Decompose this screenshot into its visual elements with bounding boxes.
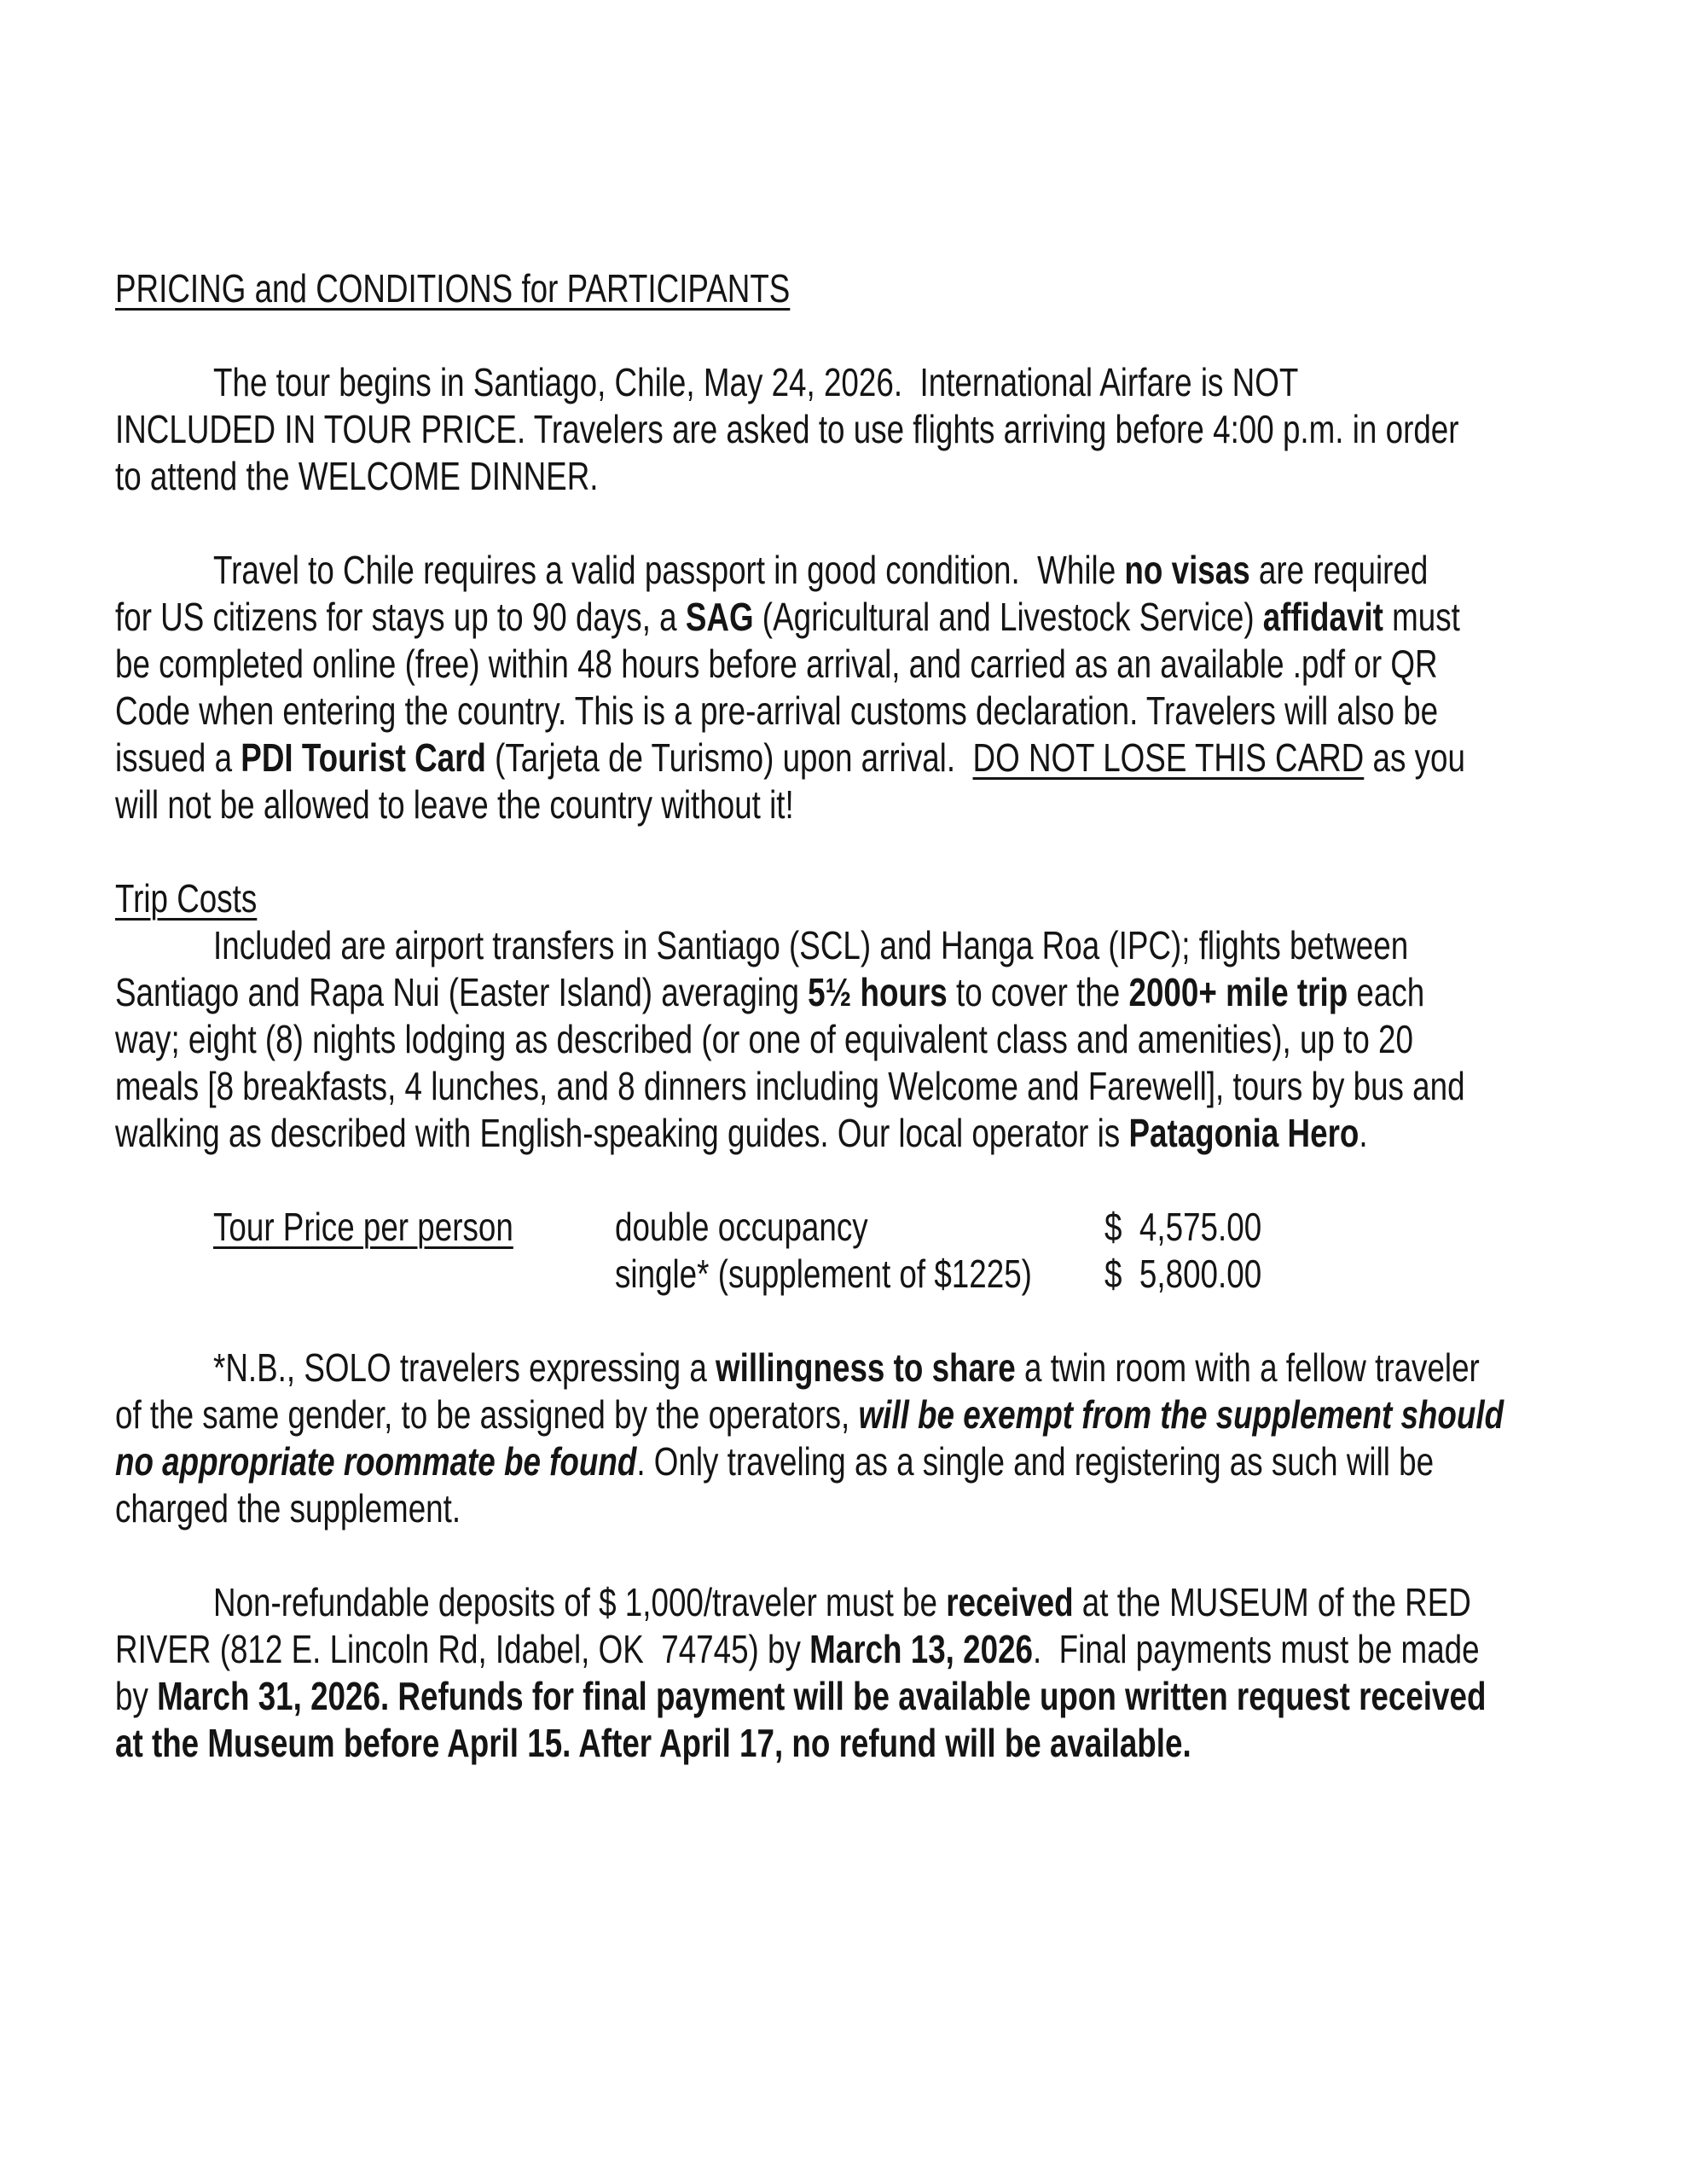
text-run: walking as described with English-speaking guides. Our local operator is <box>115 1111 1129 1155</box>
text-run: Included are airport transfers in Santiago (SCL) and Hanga Roa (IPC); flights between <box>213 923 1409 967</box>
underlined-text: Tour Price per person <box>213 1205 513 1249</box>
price-cell-desc <box>615 1251 1104 1298</box>
text-run: way; eight (8) nights lodging as described (or one of equivalent class and amenities), up to 20 <box>115 1017 1413 1061</box>
text-line <box>213 1579 1471 1626</box>
text-run: meals [8 breakfasts, 4 lunches, and 8 dinners including Welcome and Farewell], tours by bus and <box>115 1064 1465 1108</box>
price-cell-amount <box>1104 1204 1301 1251</box>
paragraph <box>115 547 1610 828</box>
text-run: each <box>1348 970 1425 1014</box>
cell-text <box>1104 1251 1261 1298</box>
paragraph <box>115 359 1610 500</box>
price-cell-label <box>213 1204 615 1251</box>
underlined-text: DO NOT LOSE THIS CARD <box>972 735 1365 780</box>
underlined-text: PRICING and CONDITIONS for PARTICIPANTS <box>115 266 791 311</box>
price-table <box>115 1204 1610 1298</box>
text-run: issued a <box>115 735 241 780</box>
text-run: must <box>1383 595 1460 639</box>
text-run: no visas <box>1124 548 1250 592</box>
text-line <box>115 594 1460 641</box>
text-run: SAG <box>685 595 754 639</box>
text-run: Patagonia Hero <box>1128 1111 1359 1155</box>
paragraph <box>115 1579 1610 1767</box>
text-run: charged the supplement. <box>115 1486 461 1531</box>
text-run: no appropriate roommate be found <box>115 1439 637 1484</box>
paragraph <box>115 922 1610 1157</box>
text-line <box>115 1063 1465 1110</box>
text-run: for US citizens for stays up to 90 days, a <box>115 595 686 639</box>
text-run: 5½ hours <box>808 970 948 1014</box>
underlined-text: Trip Costs <box>115 876 258 921</box>
text-line <box>115 781 1311 828</box>
cell-text <box>213 1204 513 1251</box>
text-run: to cover the <box>947 970 1129 1014</box>
text-run: to attend the WELCOME DINNER. <box>115 454 599 498</box>
text-line <box>115 1438 1435 1485</box>
text-line <box>115 453 1311 500</box>
text-run: Non-refundable deposits of $ 1,000/traveler must be <box>213 1580 947 1624</box>
text-run: Santiago and Rapa Nui (Easter Island) averaging <box>115 970 809 1014</box>
price-row <box>213 1251 1610 1298</box>
cell-text <box>1104 1204 1261 1251</box>
text-run: The tour begins in Santiago, Chile, May 24, 2026. International Airfare is NOT <box>213 360 1299 404</box>
price-cell-amount <box>1104 1251 1301 1298</box>
text-line <box>213 922 1409 969</box>
text-line <box>115 688 1439 735</box>
text-run: RIVER (812 E. Lincoln Rd, Idabel, OK 74745) by <box>115 1627 810 1671</box>
text-run: . Final payments must be made <box>1033 1627 1480 1671</box>
text-line <box>115 1391 1504 1438</box>
text-run: received <box>946 1580 1074 1624</box>
text-line <box>115 735 1465 781</box>
text-line <box>115 875 1311 922</box>
price-cell-desc <box>615 1204 1104 1251</box>
text-line <box>115 1110 1368 1157</box>
text-line <box>115 1016 1413 1063</box>
text-run: will be exempt from the supplement should <box>858 1392 1504 1437</box>
text-run: are required <box>1249 548 1429 592</box>
text-run: March 31, 2026. Refunds for final payment will be available upon written request received <box>157 1674 1487 1718</box>
text-run: *N.B., SOLO travelers expressing a <box>213 1345 716 1390</box>
text-run: a twin room with a fellow traveler <box>1015 1345 1480 1390</box>
text-line <box>213 359 1330 406</box>
paragraph <box>115 1345 1610 1532</box>
text-run: . Only traveling as a single and registering as such will be <box>636 1439 1435 1484</box>
text-run: be completed online (free) within 48 hours before arrival, and carried as an available .pdf or QR <box>115 642 1438 686</box>
text-run: at the MUSEUM of the RED <box>1073 1580 1471 1624</box>
text-run: (Agricultural and Livestock Service) <box>753 595 1263 639</box>
text-line <box>115 406 1459 453</box>
text-line <box>115 265 1311 312</box>
cell-text <box>615 1204 868 1251</box>
text-run: INCLUDED IN TOUR PRICE. Travelers are asked to use flights arriving before 4:00 p.m. in order <box>115 407 1459 451</box>
document-title <box>115 265 1610 312</box>
text-run: Code when entering the country. This is a pre-arrival customs declaration. Travelers will also be <box>115 688 1439 733</box>
text-run: PDI Tourist Card <box>241 735 486 780</box>
text-run: . <box>1359 1111 1368 1155</box>
text-line <box>115 1485 1311 1532</box>
text-run: at the Museum before April 15. After April 17, no refund will be available. <box>115 1721 1191 1765</box>
price-row <box>213 1204 1610 1251</box>
price-cell-label <box>213 1251 615 1298</box>
text-run: willingness to share <box>716 1345 1016 1390</box>
section-heading <box>115 875 1610 922</box>
text-run: as you <box>1364 735 1465 780</box>
text-run: will not be allowed to leave the country without it! <box>115 782 794 827</box>
text-line <box>213 547 1429 594</box>
text-run: $ 4,575.00 <box>1104 1205 1262 1249</box>
text-run: by <box>115 1674 158 1718</box>
text-run: single* (supplement of $1225) <box>615 1252 1032 1296</box>
text-line <box>115 1720 1311 1767</box>
text-line <box>115 641 1438 688</box>
text-line <box>115 1673 1487 1720</box>
text-run: of the same gender, to be assigned by the operators, <box>115 1392 859 1437</box>
text-line <box>213 1345 1480 1391</box>
text-run: (Tarjeta de Turismo) upon arrival. <box>485 735 973 780</box>
text-run: affidavit <box>1262 595 1383 639</box>
text-run: Travel to Chile requires a valid passport in good condition. While <box>213 548 1125 592</box>
text-line <box>115 969 1425 1016</box>
cell-text <box>615 1251 1032 1298</box>
document-content <box>115 265 1610 1767</box>
text-run: double occupancy <box>615 1205 868 1249</box>
text-run: March 13, 2026 <box>809 1627 1033 1671</box>
text-run: 2000+ mile trip <box>1128 970 1348 1014</box>
text-line <box>115 1626 1480 1673</box>
text-run: $ 5,800.00 <box>1104 1252 1262 1296</box>
